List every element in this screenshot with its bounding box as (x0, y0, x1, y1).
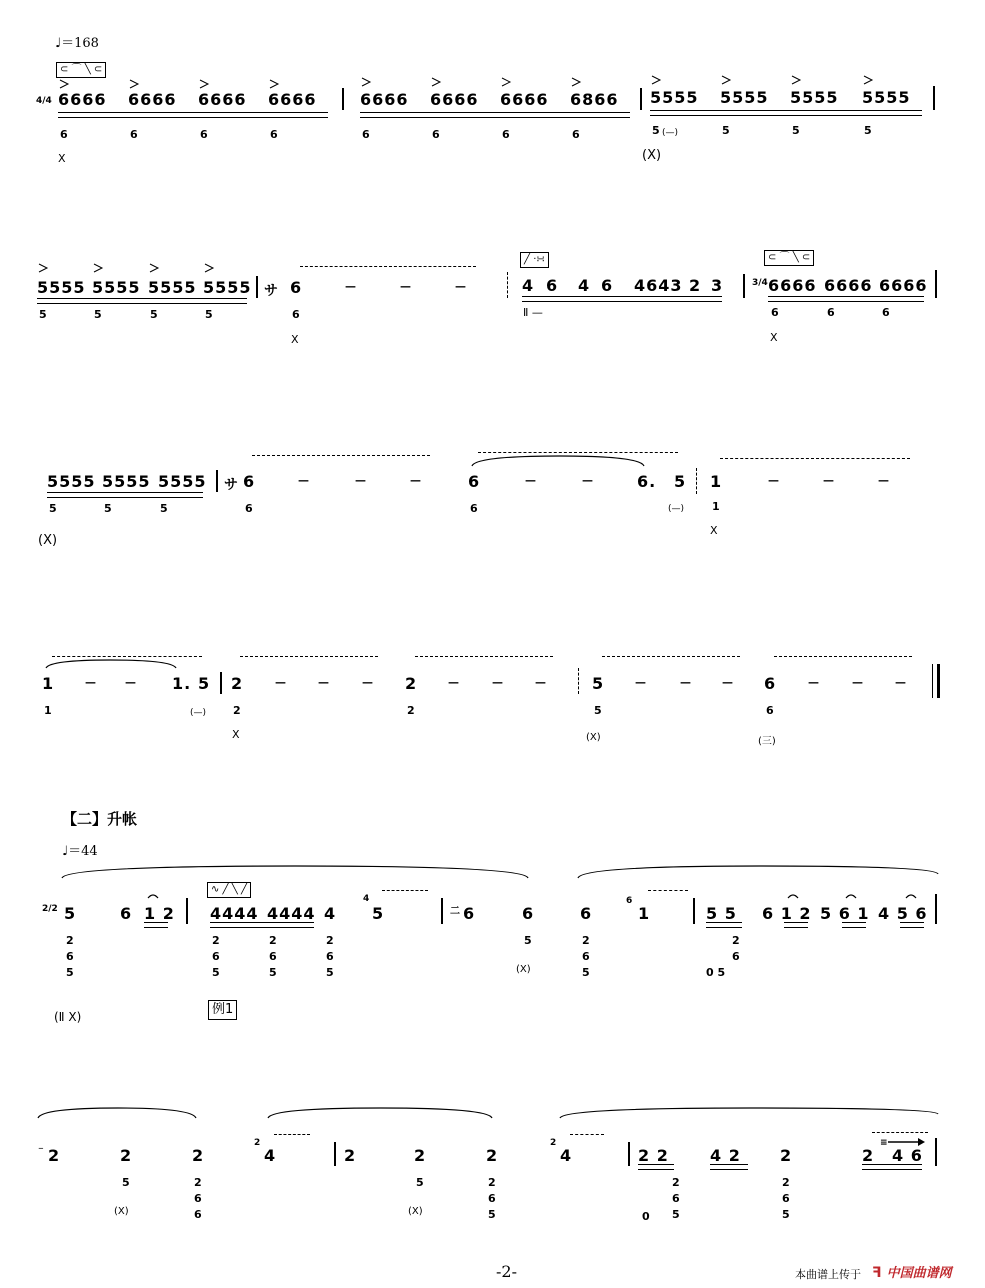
r2-m4-n1: 6666 (768, 276, 817, 295)
r6-m4-grace: 2 (550, 1138, 557, 1148)
s2-chord-3b: 6 (269, 950, 277, 963)
r1-x-paren: (X) (642, 148, 662, 163)
r6-m3-low: 5 (416, 1176, 424, 1189)
underline-beams (638, 1164, 674, 1170)
r2-m4-low-2: 6 (827, 306, 835, 319)
r1-m3-n3: 5555 (790, 88, 839, 107)
r4-n2: 1. (172, 674, 192, 693)
r3-dash-4: — (525, 474, 536, 487)
r6-m3-n1: 2 (344, 1146, 357, 1165)
r4-x-paren-2: (三) (758, 736, 776, 747)
r2-dash-2: — (400, 280, 411, 293)
r1-low-11: 5 (792, 124, 800, 137)
ornament-dashed-line (720, 458, 910, 459)
r2-dash-3: — (455, 280, 466, 293)
s2-m1-n3: 1 2 (144, 904, 175, 923)
r1-low-2: 6 (130, 128, 138, 141)
s2-m5-n1: 5 5 (706, 904, 737, 923)
r3-x-end: X (710, 524, 718, 537)
r4-dash-3: — (275, 676, 286, 689)
r3-small-paren: (—) (668, 504, 685, 514)
r4-low-5: 6 (766, 704, 774, 717)
barline (640, 88, 642, 110)
ornament-dashed-line (774, 656, 912, 657)
s2-chord-1a: 2 (66, 934, 74, 947)
r1-low-12: 5 (864, 124, 872, 137)
r2-m3-n3: 4 (578, 276, 591, 295)
r3-low-3: 5 (160, 502, 168, 515)
r4-small-paren: (—) (190, 708, 207, 718)
s2-m3-n1: 6 (463, 904, 476, 923)
r2-m4-n3: 6666 (879, 276, 928, 295)
r6-chord-2c: 5 (488, 1208, 496, 1221)
ornament-dashed-line (252, 455, 430, 456)
s2-chord-1b: 6 (66, 950, 74, 963)
r1-low-4: 6 (270, 128, 278, 141)
s2-m2-n1: 4444 (210, 904, 259, 923)
r1-m2-n1: 6666 (360, 90, 409, 109)
r6-m3-n3: 2 (486, 1146, 499, 1165)
ornament-dashed-line (382, 890, 428, 891)
tempo-marking-1: ♩＝168 (55, 36, 99, 51)
s2-chord-2c: 5 (212, 966, 220, 979)
r6-chord-1b: 6 (194, 1192, 202, 1205)
s2-m2-n2: 4444 (267, 904, 316, 923)
r2-low-2: 5 (94, 308, 102, 321)
r6-chord-2a: 2 (488, 1176, 496, 1189)
r4-dash-7: — (492, 676, 503, 689)
r4-dash-9: — (635, 676, 646, 689)
r4-dash-2: — (125, 676, 136, 689)
r1-low-1: 6 (60, 128, 68, 141)
r2-m3-n2: 6 (546, 276, 559, 295)
r3-dash-2: — (355, 474, 366, 487)
underline-beams (37, 298, 247, 304)
dotted-barline (578, 668, 580, 694)
time-signature-1: 4/4 (36, 96, 52, 106)
s2-m3-n2: 6 (522, 904, 535, 923)
r6-m5-n5: 4 6 (892, 1146, 923, 1165)
r6-chord-3c: 5 (672, 1208, 680, 1221)
r4-x-2: X (232, 728, 240, 741)
underline-beams (900, 922, 924, 928)
r6-m1-n1: 2 (48, 1146, 61, 1165)
r1-low-5: 6 (362, 128, 370, 141)
r1-small-paren: (—) (662, 128, 679, 138)
r2-m3-n6: 2 (689, 276, 702, 295)
barline (256, 276, 258, 298)
r3-low-a: 6 (245, 502, 253, 515)
s2-m2-n3: 4 (324, 904, 337, 923)
r1-m2-n2: 6666 (430, 90, 479, 109)
r1-m1-n1: 6666 (58, 90, 107, 109)
s2-chord-5c: 5 (582, 966, 590, 979)
r4-dash-5: — (362, 676, 373, 689)
r4-low-3: 2 (407, 704, 415, 717)
barline (935, 1138, 937, 1166)
underline-beams (842, 922, 866, 928)
r2-m3-low: Ⅱ — (523, 306, 543, 319)
r6-m5-n4: 2 (862, 1146, 875, 1165)
final-barline-thick (937, 664, 940, 698)
r2-m4-n2: 6666 (824, 276, 873, 295)
s2-chord-2b: 6 (212, 950, 220, 963)
s2-m5-small: 0 5 (706, 966, 726, 979)
r6-chord-3a: 2 (672, 1176, 680, 1189)
r3-free-mark: サ (224, 477, 238, 493)
r6-m5-n3: 2 (780, 1146, 793, 1165)
s2-m5-n2: 6 1 2 (762, 904, 812, 923)
r2-free-note: 6 (290, 278, 303, 297)
s2-m5-n4: 4 5 6 (878, 904, 928, 923)
r1-m2-n3: 6666 (500, 90, 549, 109)
r3-m1-n2: 5555 (102, 472, 151, 491)
s2-m3-grace: 二 (450, 906, 460, 917)
barline (935, 894, 937, 924)
r1-m3-n2: 5555 (720, 88, 769, 107)
r1-low-10: 5 (722, 124, 730, 137)
r4-dash-14: — (895, 676, 906, 689)
r3-dash-7: — (823, 474, 834, 487)
s2-m5-chord-b: 6 (732, 950, 740, 963)
r6-m2-grace: 2 (254, 1138, 261, 1148)
r1-m1-n3: 6666 (198, 90, 247, 109)
ornament-dashed-line (300, 266, 476, 267)
time-signature-3: 2/2 (42, 904, 58, 914)
r1-x-1: X (58, 152, 66, 165)
r4-n4: 2 (231, 674, 244, 693)
r3-n1: 6 (243, 472, 256, 491)
r4-low-2: 2 (233, 704, 241, 717)
s2-m1-n1: 5 (64, 904, 77, 923)
s2-chord-4b: 6 (326, 950, 334, 963)
r2-m1-n4: 5555 (203, 278, 252, 297)
s2-chord-5b: 6 (582, 950, 590, 963)
dotted-barline (507, 272, 509, 298)
underline-beams (144, 922, 168, 928)
underline-beams (58, 112, 328, 118)
r4-dash-13: — (852, 676, 863, 689)
r3-low-1: 5 (49, 502, 57, 515)
s2-m4-n1: 6 (580, 904, 593, 923)
s2-chord-3a: 2 (269, 934, 277, 947)
r2-free-mark: サ (264, 283, 278, 299)
ornament-dashed-line (602, 656, 740, 657)
s2-m5-chord-a: 2 (732, 934, 740, 947)
r3-dash-8: — (878, 474, 889, 487)
r2-m3-n7: 3 (711, 276, 724, 295)
underline-beams (360, 112, 630, 118)
s2-m4-grace: 6 (626, 896, 633, 906)
s2-chord-1c: 5 (66, 966, 74, 979)
r6-chord-1c: 6 (194, 1208, 202, 1221)
barline (186, 898, 188, 924)
r4-dash-8: — (535, 676, 546, 689)
r3-low-b: 6 (470, 502, 478, 515)
r3-n5: 1 (710, 472, 723, 491)
tempo-marking-2: ♩＝44 (62, 844, 98, 859)
s2-m2b: 5 (372, 904, 385, 923)
section-title: 【二】升帐 (62, 810, 138, 828)
underline-beams (784, 922, 808, 928)
r6-m5-n1: 2 2 (638, 1146, 669, 1165)
s2-m2b-grace: 4 (363, 894, 370, 904)
articulation-box-4: ∿ ╱ ╲ ╱ (207, 882, 251, 898)
barline (441, 898, 443, 924)
barline (342, 88, 344, 110)
r4-dash-12: — (808, 676, 819, 689)
r3-m1-n3: 5555 (158, 472, 207, 491)
r1-low-3: 6 (200, 128, 208, 141)
r4-x-paren-1: (X) (586, 732, 601, 743)
footer-logo (872, 1262, 952, 1281)
r4-dash-6: — (448, 676, 459, 689)
barline (628, 1142, 630, 1166)
ornament-dashed-line (240, 656, 378, 657)
ornament-dashed-line (478, 452, 678, 453)
r1-m3-n1: 5555 (650, 88, 699, 107)
r6-chord-4c: 5 (782, 1208, 790, 1221)
footer-upload-note: 本曲谱上传于 (795, 1268, 861, 1281)
r6-m5-n2: 4 2 (710, 1146, 741, 1165)
r4-dash-4: — (318, 676, 329, 689)
barline (935, 270, 937, 298)
r3-dash-5: — (582, 474, 593, 487)
ornament-dashed-line (648, 890, 688, 891)
r3-x-paren: (X) (38, 533, 58, 548)
r1-low-6: 6 (432, 128, 440, 141)
s2-chord-x: (Ⅱ X) (54, 1010, 82, 1024)
barline (693, 898, 695, 924)
r3-m1-n1: 5555 (47, 472, 96, 491)
s2-chord-2a: 2 (212, 934, 220, 947)
r4-dash-10: — (680, 676, 691, 689)
r6-chord-4a: 2 (782, 1176, 790, 1189)
r3-low-2: 5 (104, 502, 112, 515)
underline-beams (706, 922, 742, 928)
page-number: -2- (496, 1262, 517, 1281)
r6-m1-n2: 2 (120, 1146, 133, 1165)
r6-chord-1a: 2 (194, 1176, 202, 1189)
r3-dash-3: — (410, 474, 421, 487)
barline (334, 1142, 336, 1166)
r6-m2-n1: 4 (264, 1146, 277, 1165)
s2-m1-n2: 6 (120, 904, 133, 923)
example-label: 例1 (208, 1000, 237, 1020)
r6-m4-n1: 4 (560, 1146, 573, 1165)
underline-beams (710, 1164, 748, 1170)
r3-dash-6: — (768, 474, 779, 487)
barline (216, 470, 218, 492)
underline-beams (522, 296, 722, 302)
r2-free-low: 6 (292, 308, 300, 321)
r6-chord-2b: 6 (488, 1192, 496, 1205)
r4-low-1: 1 (44, 704, 52, 717)
final-barline-thin (932, 664, 933, 698)
s2-chord-3c: 5 (269, 966, 277, 979)
r1-m3-n4: 5555 (862, 88, 911, 107)
r6-m3-n2: 2 (414, 1146, 427, 1165)
s2-chord-4a: 2 (326, 934, 334, 947)
r2-low-3: 5 (150, 308, 158, 321)
s2-m3-low-5: 5 (524, 934, 532, 947)
ornament-dashed-line (52, 656, 202, 657)
r2-m3-n4: 6 (601, 276, 614, 295)
r6-m1-n3: 2 (192, 1146, 205, 1165)
s2-m3-x: (X) (516, 964, 531, 975)
time-signature-2: 3/4 (752, 278, 768, 288)
r2-low-1: 5 (39, 308, 47, 321)
r3-dash-1: — (298, 474, 309, 487)
r4-n3: 5 (198, 674, 211, 693)
brand-name: 中国曲谱网 (886, 1266, 952, 1281)
r4-n7: 6 (764, 674, 777, 693)
r6-m5-grace: ≡ (880, 1138, 888, 1148)
r6-m1-low: 5 (122, 1176, 130, 1189)
r6-small-0: 0 (642, 1210, 650, 1223)
r6-chord-4b: 6 (782, 1192, 790, 1205)
dotted-barline (696, 468, 698, 494)
r3-n2: 6 (468, 472, 481, 491)
r3-low-c: 1 (712, 500, 720, 513)
r4-n1: 1 (42, 674, 55, 693)
r4-dash-1: — (85, 676, 96, 689)
r6-m3-x: (X) (408, 1206, 423, 1217)
ornament-dashed-line (415, 656, 553, 657)
r3-n3: 6. (637, 472, 657, 491)
brand-swirl-icon: ꟻ (872, 1265, 882, 1281)
r1-m1-n4: 6666 (268, 90, 317, 109)
articulation-box-3: ⊂ ⌒ ╲ ⊂ (764, 250, 814, 266)
articulation-box-1: ⊂ ⌒ ╲ ⊂ (56, 62, 106, 78)
underline-beams (650, 110, 922, 116)
ornament-dashed-line (872, 1132, 928, 1133)
r1-m2-n4: 6866 (570, 90, 619, 109)
articulation-box-2: ╱ ·∺ (520, 252, 549, 268)
underline-beams (768, 296, 924, 302)
r1-low-9: 5 (652, 124, 660, 137)
r2-low-4: 5 (205, 308, 213, 321)
s2-m5-n3: 5 6 1 (820, 904, 870, 923)
r1-low-7: 6 (502, 128, 510, 141)
r2-dash-1: — (345, 280, 356, 293)
r2-m1-n3: 5555 (148, 278, 197, 297)
s2-chord-4c: 5 (326, 966, 334, 979)
r2-m4-low-1: 6 (771, 306, 779, 319)
r4-low-4: 5 (594, 704, 602, 717)
r2-m1-n2: 5555 (92, 278, 141, 297)
barline (743, 274, 745, 298)
r2-m3-n1: 4 (522, 276, 535, 295)
ornament-dashed-line (570, 1134, 604, 1135)
r6-chord-3b: 6 (672, 1192, 680, 1205)
r6-grace-1: ⁻ (38, 1144, 44, 1157)
r2-m4-low-3: 6 (882, 306, 890, 319)
r4-n6: 5 (592, 674, 605, 693)
r6-m1-x: (X) (114, 1206, 129, 1217)
underline-beams (862, 1164, 922, 1170)
r2-m3-n5: 4643 (634, 276, 683, 295)
r2-m1-n1: 5555 (37, 278, 86, 297)
r4-n5: 2 (405, 674, 418, 693)
r3-n4: 5 (674, 472, 687, 491)
underline-beams (47, 492, 203, 498)
s2-chord-5a: 2 (582, 934, 590, 947)
s2-m4-n2: 1 (638, 904, 651, 923)
r1-m1-n2: 6666 (128, 90, 177, 109)
r4-dash-11: — (722, 676, 733, 689)
ornament-dashed-line (274, 1134, 310, 1135)
underline-beams (210, 922, 314, 928)
r1-low-8: 6 (572, 128, 580, 141)
barline (933, 86, 935, 110)
r2-m4-x: X (770, 331, 778, 344)
barline (220, 672, 222, 694)
r2-free-x: X (291, 333, 299, 346)
